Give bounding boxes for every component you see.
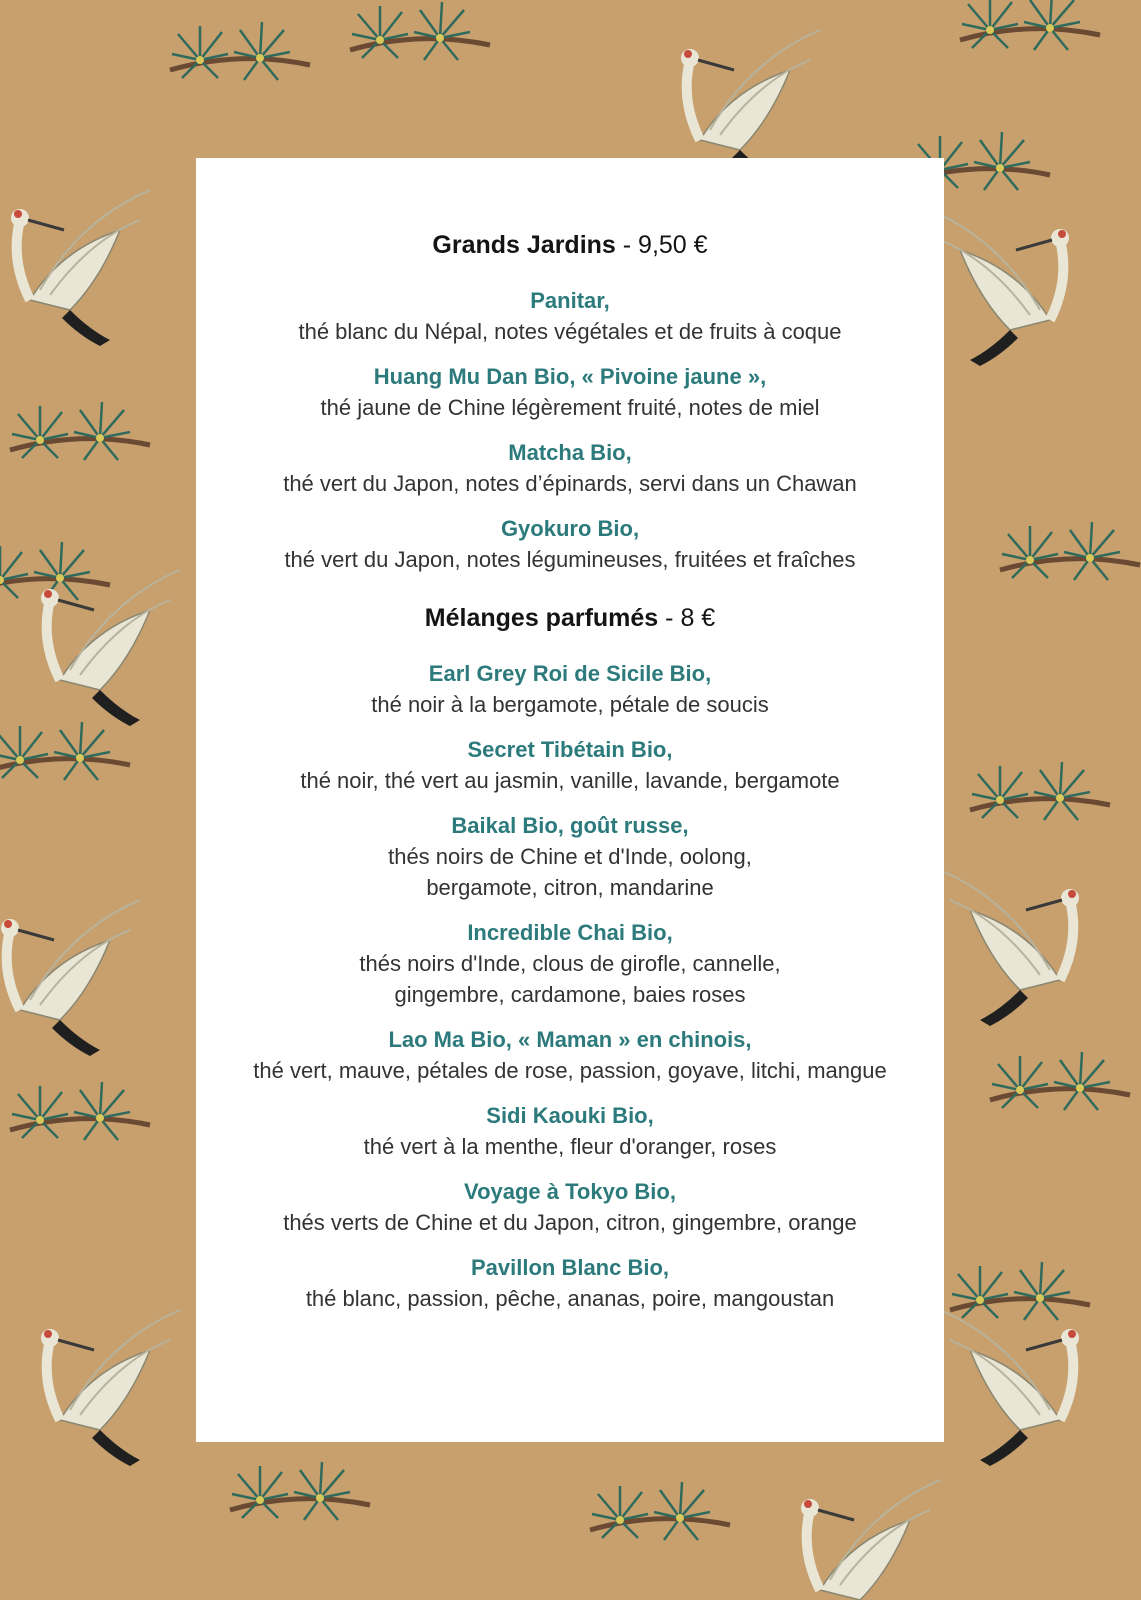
item-name: Sidi Kaouki Bio,: [486, 1103, 654, 1128]
section-price: - 9,50 €: [622, 231, 708, 259]
list-item: [196, 1100, 944, 1162]
item-description: thé noir à la bergamote, pétale de soucis: [371, 692, 769, 717]
item-name: Matcha Bio,: [508, 440, 632, 465]
item-name: Pavillon Blanc Bio,: [470, 1255, 670, 1280]
item-name: Huang Mu Dan Bio, « Pivoine jaune »,: [373, 364, 767, 389]
item-description: thé vert du Japon, notes d’épinards, servi dans un Chawan: [283, 471, 857, 496]
list-item: [196, 917, 944, 1010]
item-name: Secret Tibétain Bio,: [467, 737, 673, 762]
section-title-grands-jardins: [196, 228, 944, 262]
section-name: Grands Jardins: [432, 231, 616, 259]
list-item: [196, 361, 944, 423]
item-name: Gyokuro Bio,: [500, 516, 640, 541]
item-description: thés noirs de Chine et d'Inde, oolong, bergamote, citron, mandarine: [388, 844, 752, 900]
list-item: [196, 658, 944, 720]
item-description: thé blanc, passion, pêche, ananas, poire, mangoustan: [305, 1286, 835, 1311]
menu-card: [196, 158, 944, 1442]
item-description: thés verts de Chine et du Japon, citron, gingembre, orange: [283, 1210, 857, 1235]
item-name: Panitar,: [530, 288, 610, 313]
item-description: thés noirs d'Inde, clous de girofle, cannelle, gingembre, cardamone, baies roses: [359, 951, 781, 1007]
item-name: Earl Grey Roi de Sicile Bio,: [428, 661, 712, 686]
list-item: [196, 734, 944, 796]
item-description: thé noir, thé vert au jasmin, vanille, lavande, bergamote: [300, 768, 840, 793]
item-name: Baikal Bio, goût russe,: [451, 813, 689, 838]
item-description: thé vert, mauve, pétales de rose, passion, goyave, litchi, mangue: [253, 1058, 887, 1083]
section-name: Mélanges parfumés: [424, 604, 659, 632]
grands-jardins-list: [196, 285, 944, 575]
item-description: thé vert du Japon, notes légumineuses, fruitées et fraîches: [284, 547, 856, 572]
item-name: Voyage à Tokyo Bio,: [464, 1179, 676, 1204]
item-name: Incredible Chai Bio,: [467, 920, 673, 945]
item-description: thé jaune de Chine légèrement fruité, notes de miel: [320, 395, 820, 420]
section-title-melanges-parfumes: [196, 601, 944, 635]
item-name: Lao Ma Bio, « Maman » en chinois,: [388, 1027, 752, 1052]
section-price: - 8 €: [665, 604, 716, 632]
list-item: [196, 285, 944, 347]
list-item: [196, 1024, 944, 1086]
item-description: thé vert à la menthe, fleur d'oranger, roses: [363, 1134, 777, 1159]
list-item: [196, 1252, 944, 1314]
list-item: [196, 1176, 944, 1238]
melanges-parfumes-list: [196, 658, 944, 1314]
item-description: thé blanc du Népal, notes végétales et de fruits à coque: [298, 319, 842, 344]
list-item: [196, 513, 944, 575]
list-item: [196, 437, 944, 499]
list-item: [196, 810, 944, 903]
